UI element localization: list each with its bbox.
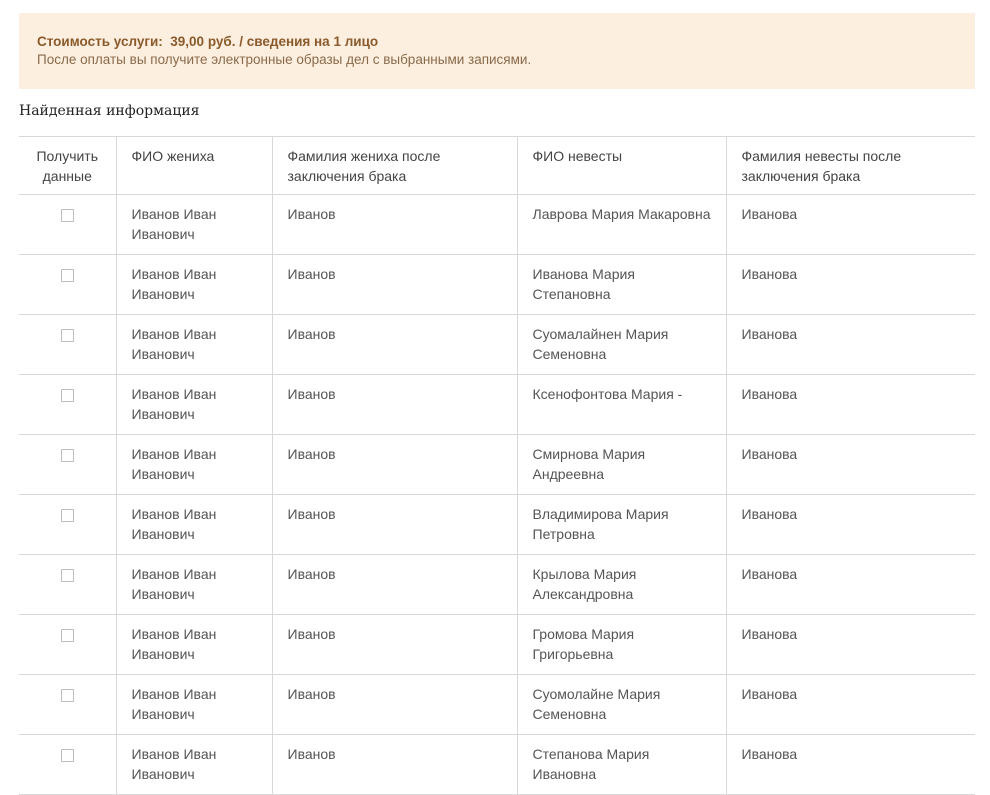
bride-name-cell: Крылова Мария Александровна xyxy=(517,555,726,615)
service-price: Стоимость услуги: 39,00 руб. / сведения на 1 лицо xyxy=(37,34,379,49)
bride-surname-after-cell: Иванова xyxy=(726,195,975,255)
groom-surname-after-cell: Иванов xyxy=(272,315,517,375)
bride-surname-after-cell: Иванова xyxy=(726,615,975,675)
bride-surname-after-cell: Иванова xyxy=(726,255,975,315)
results-table-wrapper xyxy=(19,136,975,795)
table-row xyxy=(19,615,975,675)
results-table xyxy=(19,136,975,795)
select-checkbox[interactable] xyxy=(61,509,74,522)
select-checkbox[interactable] xyxy=(61,689,74,702)
bride-surname-after-cell: Иванова xyxy=(726,495,975,555)
groom-surname-after-cell: Иванов xyxy=(272,735,517,795)
bride-name-cell: Суомалайнен Мария Семеновна xyxy=(517,315,726,375)
groom-name-cell: Иванов Иван Иванович xyxy=(116,195,272,255)
groom-surname-after-cell: Иванов xyxy=(272,555,517,615)
select-cell xyxy=(19,495,116,555)
groom-name-cell: Иванов Иван Иванович xyxy=(116,255,272,315)
select-checkbox[interactable] xyxy=(61,389,74,402)
table-row xyxy=(19,195,975,255)
bride-surname-after-cell: Иванова xyxy=(726,735,975,795)
table-row xyxy=(19,735,975,795)
select-cell xyxy=(19,255,116,315)
select-checkbox[interactable] xyxy=(61,629,74,642)
bride-surname-after-cell: Иванова xyxy=(726,555,975,615)
select-cell xyxy=(19,375,116,435)
payment-description: После оплаты вы получите электронные образы дел с выбранными записями. xyxy=(37,52,532,67)
header-groom-surname-after: Фамилия жениха после заключения брака xyxy=(272,137,517,195)
section-title: Найденная информация xyxy=(19,103,200,119)
select-cell xyxy=(19,735,116,795)
groom-name-cell: Иванов Иван Иванович xyxy=(116,375,272,435)
table-row xyxy=(19,315,975,375)
groom-name-cell: Иванов Иван Иванович xyxy=(116,435,272,495)
select-checkbox[interactable] xyxy=(61,269,74,282)
groom-surname-after-cell: Иванов xyxy=(272,255,517,315)
groom-name-cell: Иванов Иван Иванович xyxy=(116,615,272,675)
header-groom-name: ФИО жениха xyxy=(116,137,272,195)
groom-surname-after-cell: Иванов xyxy=(272,375,517,435)
select-cell xyxy=(19,315,116,375)
table-row xyxy=(19,255,975,315)
bride-name-cell: Громова Мария Григорьевна xyxy=(517,615,726,675)
bride-name-cell: Смирнова Мария Андреевна xyxy=(517,435,726,495)
table-row xyxy=(19,555,975,615)
select-checkbox[interactable] xyxy=(61,449,74,462)
table-row xyxy=(19,495,975,555)
groom-name-cell: Иванов Иван Иванович xyxy=(116,555,272,615)
groom-surname-after-cell: Иванов xyxy=(272,675,517,735)
select-cell xyxy=(19,195,116,255)
bride-surname-after-cell: Иванова xyxy=(726,435,975,495)
bride-name-cell: Иванова Мария Степановна xyxy=(517,255,726,315)
bride-name-cell: Степанова Мария Ивановна xyxy=(517,735,726,795)
select-cell xyxy=(19,615,116,675)
bride-name-cell: Лаврова Мария Макаровна xyxy=(517,195,726,255)
select-checkbox[interactable] xyxy=(61,569,74,582)
groom-name-cell: Иванов Иван Иванович xyxy=(116,495,272,555)
table-row xyxy=(19,375,975,435)
bride-name-cell: Суомолайне Мария Семеновна xyxy=(517,675,726,735)
bride-surname-after-cell: Иванова xyxy=(726,375,975,435)
header-get-data: Получить данные xyxy=(19,137,116,195)
bride-surname-after-cell: Иванова xyxy=(726,675,975,735)
table-row xyxy=(19,435,975,495)
select-checkbox[interactable] xyxy=(61,749,74,762)
groom-surname-after-cell: Иванов xyxy=(272,195,517,255)
bride-name-cell: Владимирова Мария Петровна xyxy=(517,495,726,555)
price-notice xyxy=(19,13,975,89)
groom-name-cell: Иванов Иван Иванович xyxy=(116,735,272,795)
select-cell xyxy=(19,555,116,615)
groom-surname-after-cell: Иванов xyxy=(272,435,517,495)
table-header-row xyxy=(19,137,975,195)
header-bride-surname-after: Фамилия невесты после заключения брака xyxy=(726,137,975,195)
bride-name-cell: Ксенофонтова Мария - xyxy=(517,375,726,435)
table-row xyxy=(19,675,975,735)
select-checkbox[interactable] xyxy=(61,329,74,342)
bride-surname-after-cell: Иванова xyxy=(726,315,975,375)
groom-name-cell: Иванов Иван Иванович xyxy=(116,315,272,375)
select-checkbox[interactable] xyxy=(61,209,74,222)
header-bride-name: ФИО невесты xyxy=(517,137,726,195)
select-cell xyxy=(19,675,116,735)
groom-surname-after-cell: Иванов xyxy=(272,615,517,675)
groom-surname-after-cell: Иванов xyxy=(272,495,517,555)
groom-name-cell: Иванов Иван Иванович xyxy=(116,675,272,735)
select-cell xyxy=(19,435,116,495)
